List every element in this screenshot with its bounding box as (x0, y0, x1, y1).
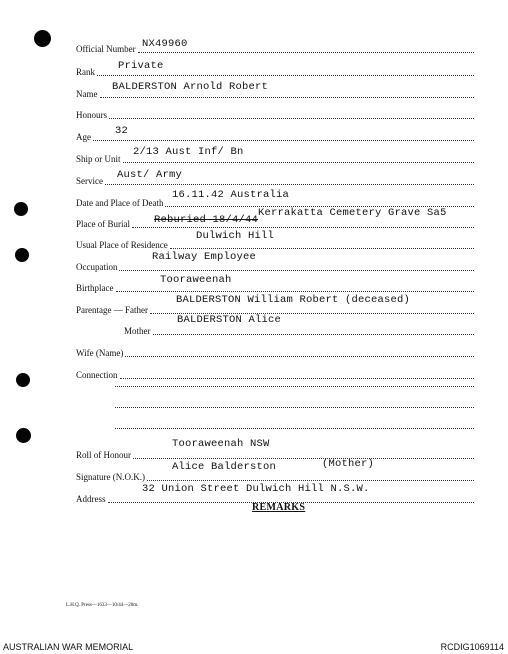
rank-label: Rank (76, 67, 95, 77)
rank-value: Private (118, 60, 164, 72)
burial-value: Kerrakatta Cemetery Grave Sa5 (258, 207, 447, 219)
occupation-value: Railway Employee (152, 251, 257, 263)
signature-value: Alice Balderston (172, 461, 277, 473)
official-number-row (76, 40, 474, 54)
address-value: 32 Union Street Dulwich Hill N.S.W. (142, 483, 370, 495)
father-value: BALDERSTON William Robert (deceased) (176, 294, 411, 306)
age-value: 32 (115, 125, 129, 137)
punch-hole-top (34, 30, 51, 47)
birthplace-row (76, 279, 474, 293)
wife-row (76, 344, 474, 358)
connection-label: Connection (76, 370, 118, 380)
occupation-label: Occupation (76, 262, 118, 272)
signature-relation: (Mother) (322, 458, 375, 470)
residence-label: Usual Place of Residence (76, 240, 168, 250)
age-label: Age (76, 132, 91, 142)
punch-hole-2 (14, 202, 28, 216)
connection-line-4 (115, 428, 474, 429)
name-label: Name (76, 89, 98, 99)
official-number-label: Official Number (76, 44, 136, 54)
remarks-heading: REMARKS (252, 502, 306, 513)
archive-footer (0, 641, 508, 654)
footer-record-id: RCDIG1069114 (440, 642, 504, 652)
connection-row (76, 366, 474, 380)
birthplace-value: Tooraweenah (160, 274, 232, 286)
mother-label: Mother (124, 326, 151, 336)
ship-unit-label: Ship or Unit (76, 154, 121, 164)
wife-label: Wife (Name) (76, 348, 124, 358)
honours-row (76, 106, 474, 120)
birthplace-label: Birthplace (76, 283, 114, 293)
roll-of-honour-row (76, 446, 474, 460)
connection-line-2 (115, 386, 474, 387)
death-label: Date and Place of Death (76, 198, 164, 208)
residence-value: Dulwich Hill (196, 230, 275, 242)
roll-of-honour-label: Roll of Honour (76, 450, 131, 460)
occupation-row (76, 258, 474, 272)
residence-row (76, 236, 474, 250)
father-label: Parentage — Father (76, 305, 148, 315)
honours-label: Honours (76, 110, 107, 120)
punch-hole-4 (16, 373, 30, 387)
official-number-value: NX49960 (142, 38, 188, 50)
mother-value: BALDERSTON Alice (177, 314, 282, 326)
connection-line-3 (115, 407, 474, 408)
address-label: Address (76, 494, 106, 504)
death-value: 16.11.42 Australia (172, 189, 290, 201)
name-value: BALDERSTON Arnold Robert (112, 81, 269, 93)
footer-institution: AUSTRALIAN WAR MEMORIAL (3, 642, 134, 652)
burial-label: Place of Burial (76, 219, 130, 229)
printer-note: L.H.Q. Press—1633—10/44—20m. (66, 603, 139, 608)
signature-label: Signature (N.O.K.) (76, 472, 145, 482)
service-label: Service (76, 176, 103, 186)
roll-of-honour-value: Tooraweenah NSW (172, 438, 270, 450)
burial-struck-value: Reburied 18/4/44 (154, 214, 259, 226)
punch-hole-5 (16, 428, 31, 443)
punch-hole-3 (15, 248, 29, 262)
age-row (76, 128, 474, 142)
service-value: Aust/ Army (117, 169, 183, 181)
ship-unit-value: 2/13 Aust Inf/ Bn (133, 146, 244, 158)
